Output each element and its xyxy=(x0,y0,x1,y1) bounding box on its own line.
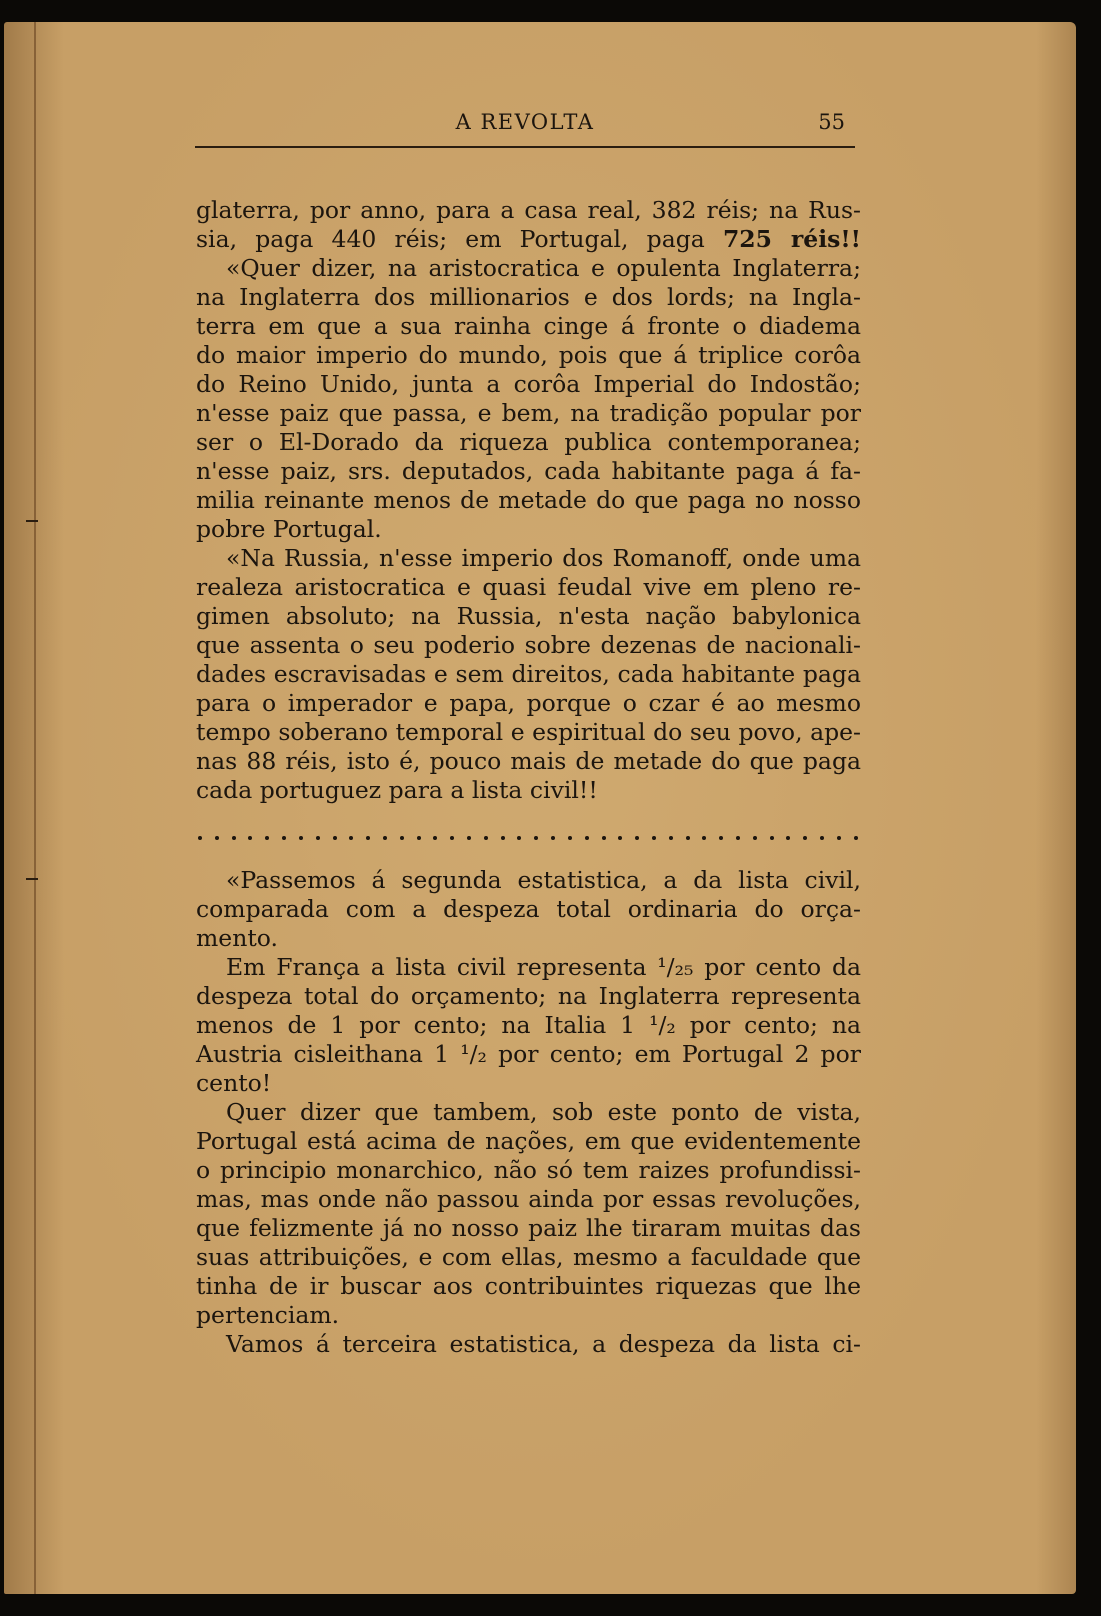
separator-dot xyxy=(669,836,673,840)
separator-dot xyxy=(433,836,437,840)
separator-dot xyxy=(198,836,202,840)
text-line xyxy=(196,1272,861,1301)
text-line-content: cento! xyxy=(196,1069,272,1097)
text-line xyxy=(196,573,861,602)
separator-dot xyxy=(232,836,236,840)
text-line-content: que assenta o seu poderio sobre dezenas de nacionali- xyxy=(196,631,861,659)
text-line-content: mento. xyxy=(196,924,278,952)
text-line xyxy=(196,689,861,718)
text-line-content: despeza total do orçamento; na Inglaterra representa xyxy=(196,982,861,1010)
text-line xyxy=(196,924,861,953)
text-line xyxy=(196,283,861,312)
text-line xyxy=(196,602,861,631)
text-line xyxy=(196,1243,861,1272)
text-line xyxy=(196,486,861,515)
text-line-content: glaterra, por anno, para a casa real, 382 réis; na Rus- xyxy=(196,196,861,224)
text-line xyxy=(196,747,861,776)
gutter-shadow xyxy=(34,22,36,1594)
separator-dot xyxy=(501,836,505,840)
separator-dot xyxy=(417,836,421,840)
text-line-content: sia, paga 440 réis; em Portugal, paga xyxy=(196,225,723,253)
text-line-content: «Quer dizer, na aristocratica e opulenta Inglaterra; xyxy=(226,254,861,282)
margin-mark xyxy=(26,520,38,522)
text-line xyxy=(196,982,861,1011)
text-line xyxy=(196,1330,861,1359)
text-line-content: terra em que a sua rainha cinge á fronte o diadema xyxy=(196,312,861,340)
text-line-content: nas 88 réis, isto é, pouco mais de metade do que paga xyxy=(196,747,861,775)
text-line xyxy=(196,953,861,982)
text-line-content: milia reinante menos de metade do que paga no nosso xyxy=(196,486,861,514)
text-line-content: «Passemos á segunda estatistica, a da lista civil, xyxy=(226,866,861,894)
text-line-content: «Na Russia, n'esse imperio dos Romanoff, onde uma xyxy=(226,544,861,572)
header-rule xyxy=(195,146,855,148)
text-line xyxy=(196,370,861,399)
text-line-content: dades escravisadas e sem direitos, cada habitante paga xyxy=(196,660,861,688)
separator-dot xyxy=(719,836,723,840)
text-line-content: do maior imperio do mundo, pois que á triplice corôa xyxy=(196,341,861,369)
separator-dot xyxy=(366,836,370,840)
text-line xyxy=(196,1185,861,1214)
separator-dot xyxy=(383,836,387,840)
text-line-content: n'esse paiz, srs. deputados, cada habitante paga á fa- xyxy=(196,457,861,485)
text-line-content: Quer dizer que tambem, sob este ponto de vista, xyxy=(226,1098,861,1126)
text-line xyxy=(196,1214,861,1243)
separator-dot xyxy=(753,836,757,840)
separator-dot xyxy=(618,836,622,840)
text-line xyxy=(196,544,861,573)
text-line-content: ser o El-Dorado da riqueza publica contemporanea; xyxy=(196,428,861,456)
separator-dot xyxy=(585,836,589,840)
separator-dot xyxy=(602,836,606,840)
emphasized-amount: 725 réis!! xyxy=(722,225,862,253)
text-line xyxy=(196,457,861,486)
separator-dot xyxy=(652,836,656,840)
ellipsis-separator xyxy=(198,830,858,846)
text-line xyxy=(196,776,861,805)
text-line xyxy=(196,1069,861,1098)
separator-dot xyxy=(349,836,353,840)
text-line-content: comparada com a despeza total ordinaria do orça- xyxy=(196,895,861,923)
text-line xyxy=(196,1301,861,1330)
text-line xyxy=(196,254,861,283)
separator-dot xyxy=(837,836,841,840)
text-line-content: realeza aristocratica e quasi feudal vive em pleno re- xyxy=(196,573,861,601)
text-line-content: o principio monarchico, não só tem raizes profundissi- xyxy=(196,1156,861,1184)
separator-dot xyxy=(400,836,404,840)
separator-dot xyxy=(635,836,639,840)
separator-dot xyxy=(568,836,572,840)
separator-dot xyxy=(517,836,521,840)
text-line xyxy=(196,1040,861,1069)
text-line xyxy=(196,1156,861,1185)
text-line-content: Vamos á terceira estatistica, a despeza da lista ci- xyxy=(226,1330,861,1358)
text-line xyxy=(196,196,861,225)
text-line-content: gimen absoluto; na Russia, n'esta nação babylonica xyxy=(196,602,861,630)
text-line xyxy=(196,312,861,341)
separator-dot xyxy=(686,836,690,840)
text-line xyxy=(196,895,861,924)
text-line xyxy=(196,225,861,254)
text-line xyxy=(196,660,861,689)
text-line-content: tinha de ir buscar aos contribuintes riquezas que lhe xyxy=(196,1272,861,1300)
text-line-content: pertenciam. xyxy=(196,1301,340,1329)
separator-dot xyxy=(215,836,219,840)
separator-dot xyxy=(786,836,790,840)
text-line-content: na Inglaterra dos millionarios e dos lords; na Ingla- xyxy=(196,283,861,311)
text-line xyxy=(196,631,861,660)
text-line-content: cada portuguez para a lista civil!! xyxy=(196,776,598,804)
text-line-content: do Reino Unido, junta a corôa Imperial do Indostão; xyxy=(196,370,861,398)
separator-dot xyxy=(803,836,807,840)
text-line xyxy=(196,428,861,457)
margin-mark xyxy=(26,878,38,880)
separator-dot xyxy=(467,836,471,840)
separator-dot xyxy=(299,836,303,840)
text-block-second xyxy=(196,866,861,1359)
text-line-content: menos de 1 por cento; na Italia 1 ¹/₂ por cento; na xyxy=(196,1011,861,1039)
separator-dot xyxy=(333,836,337,840)
separator-dot xyxy=(484,836,488,840)
text-line-content: Em França a lista civil representa ¹/₂₅ por cento da xyxy=(226,953,861,981)
text-line xyxy=(196,1011,861,1040)
text-line-content: n'esse paiz que passa, e bem, na tradição popular por xyxy=(196,399,861,427)
text-line xyxy=(196,718,861,747)
separator-dot xyxy=(282,836,286,840)
separator-dot xyxy=(702,836,706,840)
separator-dot xyxy=(770,836,774,840)
text-line-content: Portugal está acima de nações, em que evidentemente xyxy=(196,1127,861,1155)
separator-dot xyxy=(316,836,320,840)
text-line xyxy=(196,515,861,544)
text-line xyxy=(196,1098,861,1127)
separator-dot xyxy=(450,836,454,840)
text-line xyxy=(196,399,861,428)
separator-dot xyxy=(854,836,858,840)
text-line xyxy=(196,866,861,895)
text-line xyxy=(196,341,861,370)
text-line-content: para o imperador e papa, porque o czar é ao mesmo xyxy=(196,689,861,717)
separator-dot xyxy=(820,836,824,840)
text-line-content: Austria cisleithana 1 ¹/₂ por cento; em Portugal 2 por xyxy=(196,1040,861,1068)
page-number: 55 xyxy=(818,110,845,134)
text-line-content: tempo soberano temporal e espiritual do seu povo, ape- xyxy=(196,718,861,746)
page-header xyxy=(195,110,855,146)
text-line-content: suas attribuições, e com ellas, mesmo a faculdade que xyxy=(196,1243,861,1271)
separator-dot xyxy=(736,836,740,840)
separator-dot xyxy=(534,836,538,840)
text-line-content: que felizmente já no nosso paiz lhe tiraram muitas das xyxy=(196,1214,861,1242)
text-line-content: mas, mas onde não passou ainda por essas revoluções, xyxy=(196,1185,861,1213)
separator-dot xyxy=(265,836,269,840)
separator-dot xyxy=(551,836,555,840)
text-line-content: pobre Portugal. xyxy=(196,515,382,543)
text-line xyxy=(196,1127,861,1156)
text-block-first xyxy=(196,196,861,805)
separator-dot xyxy=(248,836,252,840)
running-head: A REVOLTA xyxy=(455,110,595,134)
